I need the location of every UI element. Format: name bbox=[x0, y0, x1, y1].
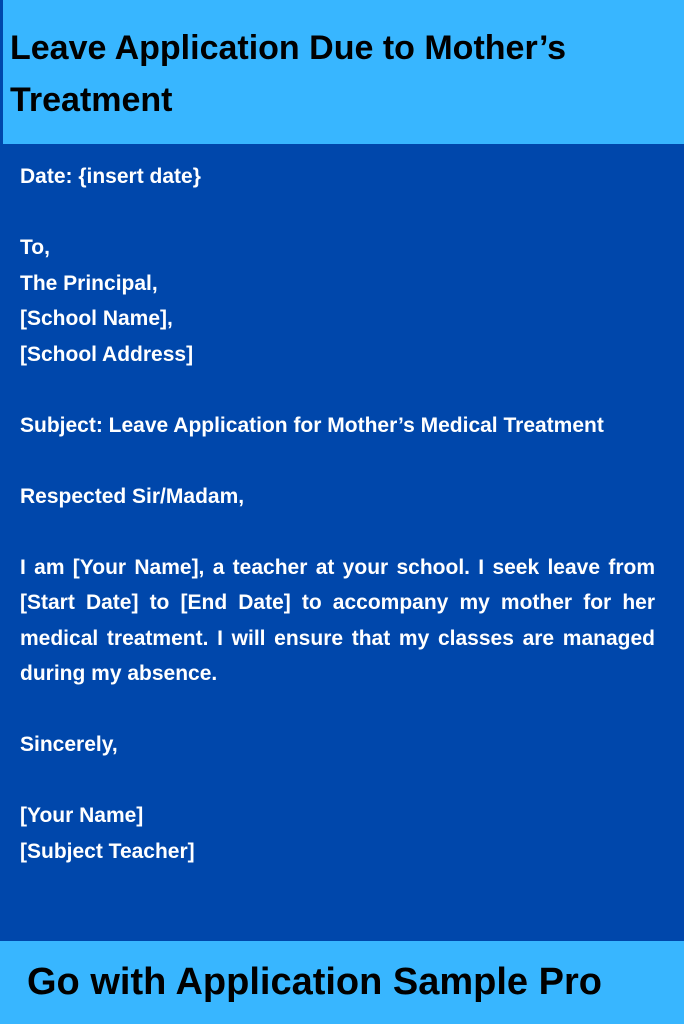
spacer bbox=[20, 195, 655, 231]
letter-subject: Subject: Leave Application for Mother’s Medical Treatment bbox=[20, 413, 604, 437]
letter-recipient: The Principal, bbox=[20, 271, 158, 295]
letter-date: Date: {insert date} bbox=[20, 165, 201, 188]
spacer bbox=[20, 692, 655, 728]
title-banner bbox=[0, 0, 684, 144]
spacer bbox=[20, 372, 655, 408]
spacer bbox=[20, 514, 655, 550]
letter-sender-title: [Subject Teacher] bbox=[20, 839, 195, 863]
letter-body-paragraph: I am [Your Name], a teacher at your school. I seek leave from [Start Date] to [End Date] to accompany my mother for her medical treatment. I will ensure that my classes are managed during my absence. bbox=[20, 555, 655, 685]
spacer bbox=[20, 443, 655, 479]
page-title: Leave Application Due to Mother’s Treatment bbox=[10, 29, 567, 119]
letter-sender-name: [Your Name] bbox=[20, 804, 144, 827]
letter-school-address: [School Address] bbox=[20, 342, 194, 366]
spacer bbox=[20, 763, 655, 799]
letter-greeting: Respected Sir/Madam, bbox=[20, 484, 245, 508]
footer-text: Go with Application Sample Pro bbox=[27, 961, 602, 1003]
letter-closing: Sincerely, bbox=[20, 733, 118, 756]
letter-school-name: [School Name], bbox=[20, 307, 173, 330]
letter-salutation-to: To, bbox=[20, 236, 50, 259]
footer-banner bbox=[0, 941, 684, 1024]
letter-body bbox=[20, 159, 655, 869]
letter-panel bbox=[0, 144, 684, 941]
